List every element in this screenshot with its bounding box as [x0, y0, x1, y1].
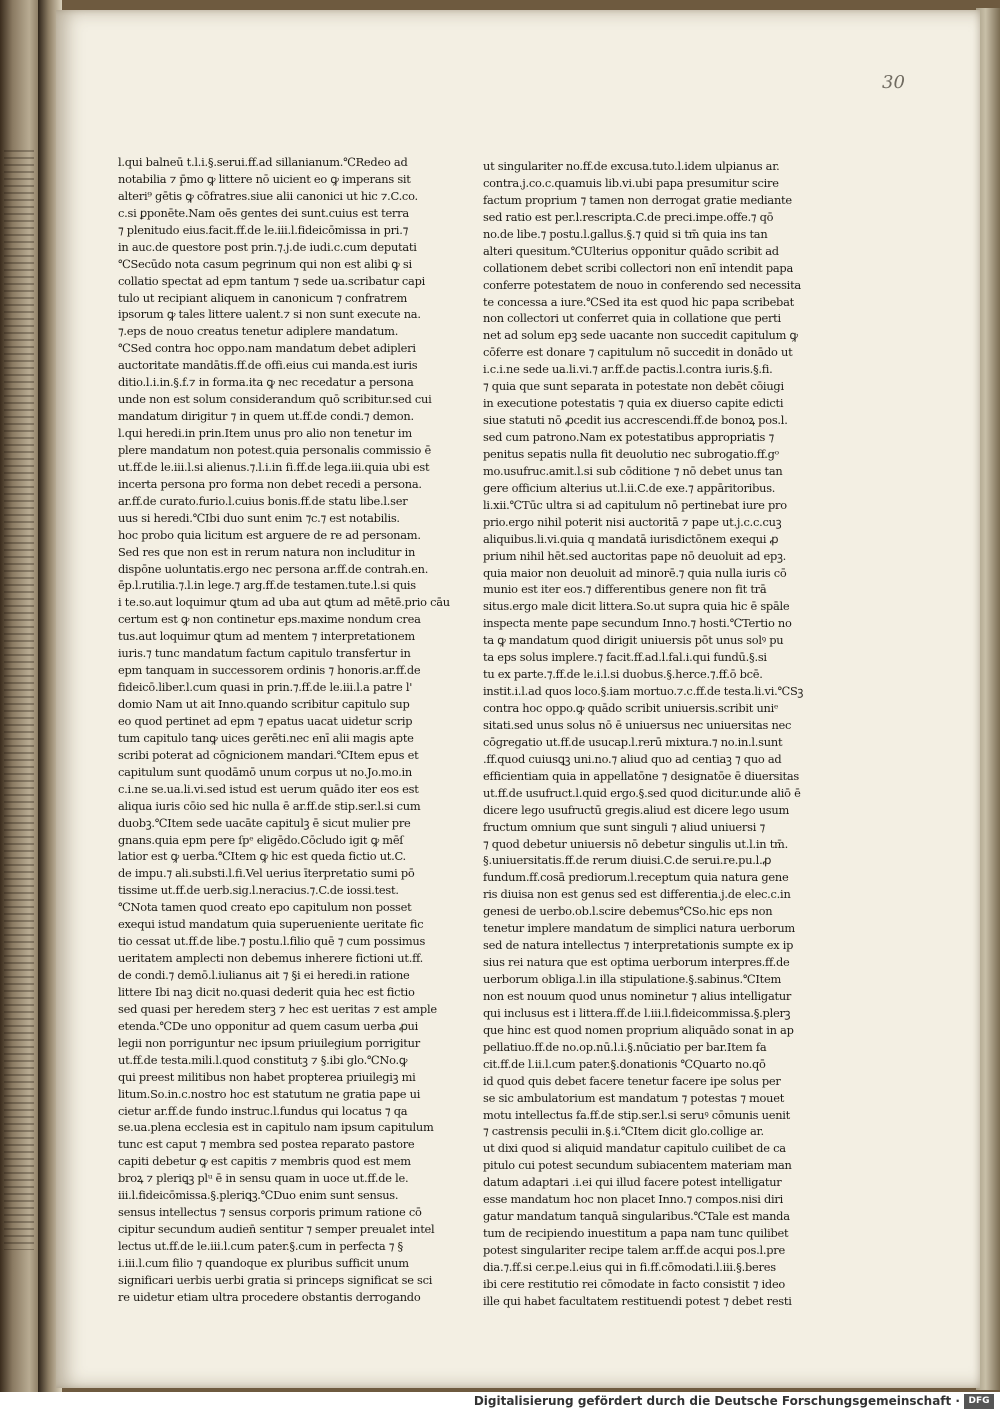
text-line: cit.ff.de l.ii.l.cum pater.§.donationis ℃Quarto no.qō: [483, 1056, 766, 1071]
text-line: sed quasi per heredem sterꝫ ⁊ hec est ueritas ⁊ est ample: [118, 1001, 437, 1016]
text-line: sius rei natura que est optima uerborum interpres.ff.de: [483, 955, 790, 970]
text-line: ⁊ castrensis peculii in.§.i.℃Item dicit glo.collige ar.: [483, 1124, 764, 1139]
text-line: Sed res que non est in rerum natura non includitur in: [118, 544, 416, 559]
text-line: ⁊ quod debetur uniuersis nō debetur singulis ut.l.in tm̄.: [483, 836, 788, 851]
text-line: fundum.ff.cosā prediorum.l.receptum quia natura gene: [483, 870, 789, 885]
text-line: qui inclusus est i littera.ff.de l.iii.l.fideicommissa.§.plerꝫ: [483, 1005, 791, 1020]
text-line: tu ex parte.⁊.ff.de le.i.l.si duobus.§.herce.⁊.ff.ō bcē.: [483, 667, 763, 682]
text-line: l.qui balneū t.l.i.§.serui.ff.ad sillanianum.℃Redeo ad: [118, 155, 408, 169]
text-line: ēp.l.rutilia.⁊.l.in lege.⁊ arg.ff.de testamen.tute.l.si quis: [118, 578, 416, 593]
text-line: unde non est solum considerandum quō scribitur.sed cui: [118, 392, 432, 407]
text-line: no.de libe.⁊ postu.l.gallus.§.⁊ quid si tm̄ quia ins tan: [483, 226, 768, 241]
text-line: ueritatem amplecti non debemus inherere fictioni ut.ff.: [118, 951, 423, 966]
text-line: tunc est caput ⁊ membra sed postea reparato pastore: [118, 1137, 415, 1152]
text-line: re uidetur etiam ultra procedere obstantis derrogando: [118, 1289, 421, 1304]
text-line: motu intellectus fa.ff.de stip.ser.l.si seruꝰ cōmunis uenit: [483, 1107, 790, 1122]
text-line: ta eps solus implere.⁊ facit.ff.ad.l.fal.i.qui fundū.§.si: [483, 650, 767, 665]
text-line: sed cum patrono.Nam ex potestatibus appropriatis ⁊: [483, 430, 774, 444]
text-line: i.c.i.ne sede ua.li.vi.⁊ ar.ff.de pactis.l.contra iuris.§.fi.: [483, 362, 773, 377]
text-line: fideicō.liber.l.cum quasi in prin.⁊.ff.de le.iii.l.a patre l': [118, 680, 413, 695]
text-line: net ad solum epꝫ sede uacante non succedit capitulum ꝙ: [483, 328, 798, 343]
text-line: etenda.℃De uno opponitur ad quem casum uerba ꝓui: [118, 1018, 419, 1033]
text-line: conferre potestatem de nouo in conferendo sed necessita: [483, 277, 801, 292]
text-line: sed de natura intellectus ⁊ interpretationis sumpte ex ip: [483, 938, 794, 953]
text-line: ut.ff.de testa.mili.l.quod constitutꝫ ⁊ §.ibi glo.℃No.ꝙ: [118, 1052, 408, 1067]
text-line: plere mandatum non potest.quia personalis commissio ē: [118, 442, 432, 457]
text-line: .ff.quod cuiusꝗꝫ uni.no.⁊ aliud quo ad centiaꝫ ⁊ quo ad: [483, 751, 782, 766]
text-line: pitulo cui potest secundum subiacentem materiam man: [483, 1158, 792, 1173]
text-line: certum est ꝙ non continetur eps.maxime nondum crea: [118, 612, 421, 627]
text-line: capitulum sunt quodāmō unum corpus ut no.Jo.mo.in: [118, 764, 412, 779]
text-line: qui preest militibus non habet propterea priuilegiꝫ mi: [118, 1069, 416, 1084]
left-text-column: [118, 154, 450, 1306]
text-line: aliqua iuris cōio sed hic nulla ē ar.ff.de stip.ser.l.si cum: [118, 798, 421, 813]
text-line: ibi cere restitutio rei cōmodate in facto consistit ⁊ ideo: [483, 1276, 786, 1291]
text-line: exequi istud mandatum quia superueniente ueritate fic: [118, 917, 424, 932]
text-line: siue statuti nō ꝓcedit ius accrescendi.ff.de bonoꝝ pos.l.: [483, 413, 788, 428]
text-line: penitus sepatis nulla fit deuolutio nec subrogatio.ff.gᵒ: [483, 446, 779, 461]
text-line: c.i.ne se.ua.li.vi.sed istud est uerum quādo iter eos est: [118, 781, 419, 796]
text-line: ipsorum ꝙ tales littere ualent.⁊ si non sunt execute na.: [118, 307, 421, 322]
text-line: tio cessat ut.ff.de libe.⁊ postu.l.filio quē ⁊ cum possimus: [118, 934, 426, 949]
text-line: tulo ut recipiant aliquem in canonicum ⁊ confratrem: [118, 290, 408, 305]
text-line: ut singulariter no.ff.de excusa.tuto.l.idem ulpianus ar.: [483, 159, 780, 173]
text-line: eo quod pertinet ad epm ⁊ epatus uacat uidetur scrip: [118, 713, 413, 728]
text-line: cōgregatio ut.ff.de usucap.l.rerū mixtura.⁊ no.in.l.sunt: [483, 734, 783, 749]
text-line: ℃Sed contra hoc oppo.nam mandatum debet adipleri: [118, 341, 416, 356]
text-line: collationem debet scribi collectori non enī intendit papa: [483, 260, 793, 275]
text-line: tus.aut loquimur ꝗtum ad mentem ⁊ interpretationem: [118, 629, 415, 644]
text-line: hoc probo quia licitum est arguere de re ad personam.: [118, 527, 421, 542]
text-line: cōferre est donare ⁊ capitulum nō succedit in donādo ut: [483, 345, 793, 360]
text-line: cipitur secundum audien̄ sentitur ⁊ semper preualet intel: [118, 1222, 435, 1237]
text-line: que hinc est quod nomen proprium aliquādo sonat in ap: [483, 1022, 794, 1037]
text-line: littere Ibi naꝫ dicit no.quasi dederit quia hec est fictio: [118, 984, 415, 999]
text-line: ℃Nota tamen quod creato epo capitulum non posset: [118, 900, 412, 915]
text-line: ditio.l.i.in.§.f.⁊ in forma.ita ꝙ nec recedatur a persona: [118, 375, 414, 390]
funding-credit: Digitalisierung gefördert durch die Deutsche Forschungsgemeinschaft ·: [473, 1394, 960, 1408]
text-line: cietur ar.ff.de fundo instruc.l.fundus qui locatus ⁊ qa: [118, 1103, 408, 1118]
text-line: ut dixi quod si aliquid mandatur capitulo cuilibet de ca: [483, 1141, 786, 1156]
text-line: se sic ambulatorium est mandatum ⁊ potestas ⁊ mouet: [483, 1090, 785, 1105]
text-line: fructum omnium que sunt singuli ⁊ aliud uniuersi ⁊: [483, 819, 765, 834]
text-line: uerborum obliga.l.in illa stipulatione.§.sabinus.℃Item: [483, 972, 782, 986]
text-line: i.iii.l.cum filio ⁊ quandoque ex pluribus sufficit unum: [118, 1255, 409, 1270]
text-line: ut.ff.de le.iii.l.si alienus.⁊.l.i.in fi.ff.de lega.iii.quia ubi est: [118, 459, 430, 474]
text-line: dia.⁊.ff.si cer.pe.l.eius qui in fi.ff.cōmodati.l.iii.§.beres: [483, 1259, 776, 1274]
text-line: litum.So.in.c.nostro hoc est statutum ne gratia pape ui: [118, 1086, 421, 1101]
footer-bar: [0, 1392, 1000, 1412]
text-line: factum proprium ⁊ tamen non derrogat gratie mediante: [483, 192, 792, 207]
text-line: prio.ergo nihil poterit nisi auctoritā ⁊ pape ut.j.c.c.cuꝫ: [483, 514, 782, 529]
text-line: incerta persona pro forma non debet recedi a persona.: [118, 476, 422, 491]
text-line: i te.so.aut loquimur ꝗtum ad uba aut ꝗtum ad mētē.prio cāu: [118, 595, 450, 610]
text-line: tissime ut.ff.de uerb.sig.l.neracius.⁊.C.de iossi.test.: [118, 883, 399, 898]
text-line: broꝝ ⁊ pleriꝗꝫ plᵘ ē in sensu quam in uoce ut.ff.de le.: [118, 1171, 409, 1186]
folio-number: 30: [882, 72, 905, 93]
text-line: sitati.sed unus solus nō ē uniuersus nec uniuersitas nec: [483, 717, 792, 732]
text-line: domio Nam ut ait Inno.quando scribitur capitulo sup: [118, 697, 410, 711]
text-line: ut.ff.de usufruct.l.quid ergo.§.sed quod dicitur.unde aliō ē: [483, 785, 801, 800]
text-line: iuris.⁊ tunc mandatum factum capitulo transfertur in: [118, 646, 411, 661]
text-line: alteri⁹ gētis ꝙ cōfratres.siue alii canonici ut hic ⁊.C.co.: [118, 188, 418, 203]
text-line: gere officium alterius ut.l.ii.C.de exe.⁊ appāritoribus.: [483, 480, 776, 495]
text-line: auctoritate mandātis.ff.de offi.eius cui manda.est iuris: [118, 358, 418, 373]
text-line: instit.i.l.ad quos loco.§.iam mortuo.⁊.c.ff.de testa.li.vi.℃Sꝫ: [483, 684, 804, 699]
text-line: id quod quis debet facere tenetur facere ipe solus per: [483, 1073, 781, 1088]
text-line: esse mandatum hoc non placet Inno.⁊ compos.nisi diri: [483, 1192, 784, 1207]
text-line: de condi.⁊ demō.l.iulianus ait ⁊ §i ei heredi.in ratione: [118, 968, 410, 982]
text-line: l.qui heredi.in prin.Item unus pro alio non tenetur im: [118, 426, 412, 440]
right-text-column: [483, 158, 804, 1310]
text-line: pellatiuo.ff.de no.op.nū.l.i.§.nūciatio per bar.Item fa: [483, 1039, 767, 1054]
dfg-logo: DFG: [964, 1394, 994, 1409]
text-line: collatio spectat ad epm tantum ⁊ sede ua.scribatur capi: [118, 273, 426, 288]
text-line: quia maior non deuoluit ad minorē.⁊ quia nulla iuris cō: [483, 565, 787, 580]
text-line: ille qui habet facultatem restituendi potest ⁊ debet resti: [483, 1293, 792, 1308]
text-line: potest singulariter recipe talem ar.ff.de acqui pos.l.pre: [483, 1243, 785, 1257]
text-line: mo.usufruc.amit.l.si sub cōditione ⁊ nō debet unus tan: [483, 463, 783, 478]
text-line: non est nouum quod unus nominetur ⁊ alius intelligatur: [483, 988, 792, 1003]
text-line: dicere lego usufructū gregis.aliud est dicere lego usum: [483, 802, 790, 817]
text-line: ⁊ quia que sunt separata in potestate non debēt cōiugi: [483, 379, 784, 394]
text-line: contra.j.co.c.quamuis lib.vi.ubi papa presumitur scire: [483, 175, 779, 190]
text-line: dispōne uoluntatis.ergo nec persona ar.ff.de contrah.en.: [118, 561, 429, 576]
text-line: uus si heredi.℃Ibi duo sunt enim ⁊c.⁊ est notabilis.: [118, 510, 400, 525]
text-line: tum de recipiendo inuestitum a papa nam tunc quilibet: [483, 1226, 789, 1241]
text-line: tenetur implere mandatum de simplici natura uerborum: [483, 921, 795, 936]
facing-page-edge: [0, 0, 42, 1392]
text-line: capiti debetur ꝙ est capitis ⁊ membris quod est mem: [118, 1154, 411, 1169]
text-line: li.xii.℃Tūc ultra si ad capitulum nō pertinebat iure pro: [483, 497, 787, 512]
text-line: epm tanquam in successorem ordinis ⁊ honoris.ar.ff.de: [118, 663, 421, 678]
text-line: mandatum dirigitur ⁊ in quem ut.ff.de condi.⁊ demon.: [118, 409, 414, 424]
text-line: tum capitulo tanꝙ uices gerēti.nec enī alii magis apte: [118, 730, 414, 745]
text-line: contra hoc oppo.ꝙ quādo scribit uniuersis.scribit uniᵉ: [483, 701, 779, 715]
text-line: §.uniuersitatis.ff.de rerum diuisi.C.de serui.re.pu.l.ꝓ: [483, 853, 772, 868]
text-line: de impu.⁊ ali.substi.l.fi.Vel uerius īterpretatio sumi pō: [118, 866, 415, 881]
text-line: ℃Secūdo nota casum pegrinum qui non est alibi ꝙ si: [118, 256, 412, 271]
text-line: lectus ut.ff.de le.iii.l.cum pater.§.cum in perfecta ⁊ §: [118, 1239, 403, 1253]
text-line: iii.l.fideicōmissa.§.pleriꝗꝫ.℃Duo enim sunt sensus.: [118, 1188, 399, 1203]
text-line: non collectori ut conferret quia in collatione que perti: [483, 311, 781, 326]
text-line: genesi de uerbo.ob.l.scire debemus℃So.hic eps non: [483, 904, 773, 919]
text-line: gnans.quia epm pere ſpᵉ eligēdo.Cōcludo igit ꝙ mēſ: [118, 832, 404, 847]
text-line: latior est ꝙ uerba.℃Item ꝙ hic est queda fictio ut.C.: [118, 849, 406, 864]
text-line: datum adaptari .i.ei qui illud facere potest intelligatur: [483, 1175, 782, 1190]
text-line: te concessa a iure.℃Sed ita est quod hic papa scribebat: [483, 294, 794, 309]
text-line: c.si ꝑponēte.Nam oēs gentes dei sunt.cuius est terra: [118, 205, 409, 220]
text-line: ar.ff.de curato.furio.l.cuius bonis.ff.de statu libe.l.ser: [118, 493, 408, 508]
text-line: ⁊.eps de nouo creatus tenetur adiplere mandatum.: [118, 324, 399, 339]
text-line: aliquibus.li.vi.quia q mandatā iurisdictōnem exequi ꝓ: [483, 531, 779, 546]
text-line: se.ua.plena ecclesia est in capitulo nam ipsum capitulum: [118, 1120, 434, 1135]
text-line: munio est iter eos.⁊ differentibus genere non fit trā: [483, 582, 767, 597]
text-line: efficientiam quia in appellatōne ⁊ designatōe ē diuersitas: [483, 768, 799, 783]
text-line: ris diuisa non est genus sed est differentia.j.de elec.c.in: [483, 887, 791, 902]
text-line: sed ratio est per.l.rescripta.C.de preci.impe.offe.⁊ qō: [483, 209, 774, 224]
facing-page-text: [4, 150, 34, 1250]
text-line: inspecta mente pape secundum Inno.⁊ hosti.℃Tertio no: [483, 616, 792, 631]
text-line: notabilia ⁊ p̄mo ꝙ littere nō uicient eo ꝙ imperans sit: [118, 171, 411, 186]
text-line: in auc.de questore post prin.⁊.j.de iudi.c.cum deputati: [118, 239, 417, 254]
text-line: gatur mandatum tanquā singularibus.℃Tale est manda: [483, 1209, 790, 1224]
text-line: in executione potestatis ⁊ quia ex diuerso capite edicti: [483, 396, 784, 411]
text-line: ⁊ plenitudo eius.facit.ff.de le.iii.l.fideicōmissa in pri.⁊: [118, 222, 408, 237]
text-line: duobꝫ.℃Item sede uacāte capitulꝫ ē sicut mulier pre: [118, 815, 411, 830]
text-line: alteri quesitum.℃Ulterius opponitur quādo scribit ad: [483, 243, 779, 258]
text-line: situs.ergo male dicit littera.So.ut supra quia hic ē spāle: [483, 599, 790, 614]
text-line: prium nihil hēt.sed auctoritas pape nō deuoluit ad epꝫ.: [483, 548, 787, 563]
text-line: ta ꝙ mandatum quod dirigit uniuersis pōt unus solꝰ pu: [483, 633, 784, 648]
text-line: significari uerbis uerbi gratia si princeps significat se sci: [118, 1272, 433, 1287]
text-line: scribi poterat ad cōgnicionem mandari.℃Item epus et: [118, 747, 419, 762]
text-line: sensus intellectus ⁊ sensus corporis primum ratione cō: [118, 1205, 422, 1220]
text-line: legii non porriguntur nec ipsum priuilegium porrigitur: [118, 1035, 420, 1050]
